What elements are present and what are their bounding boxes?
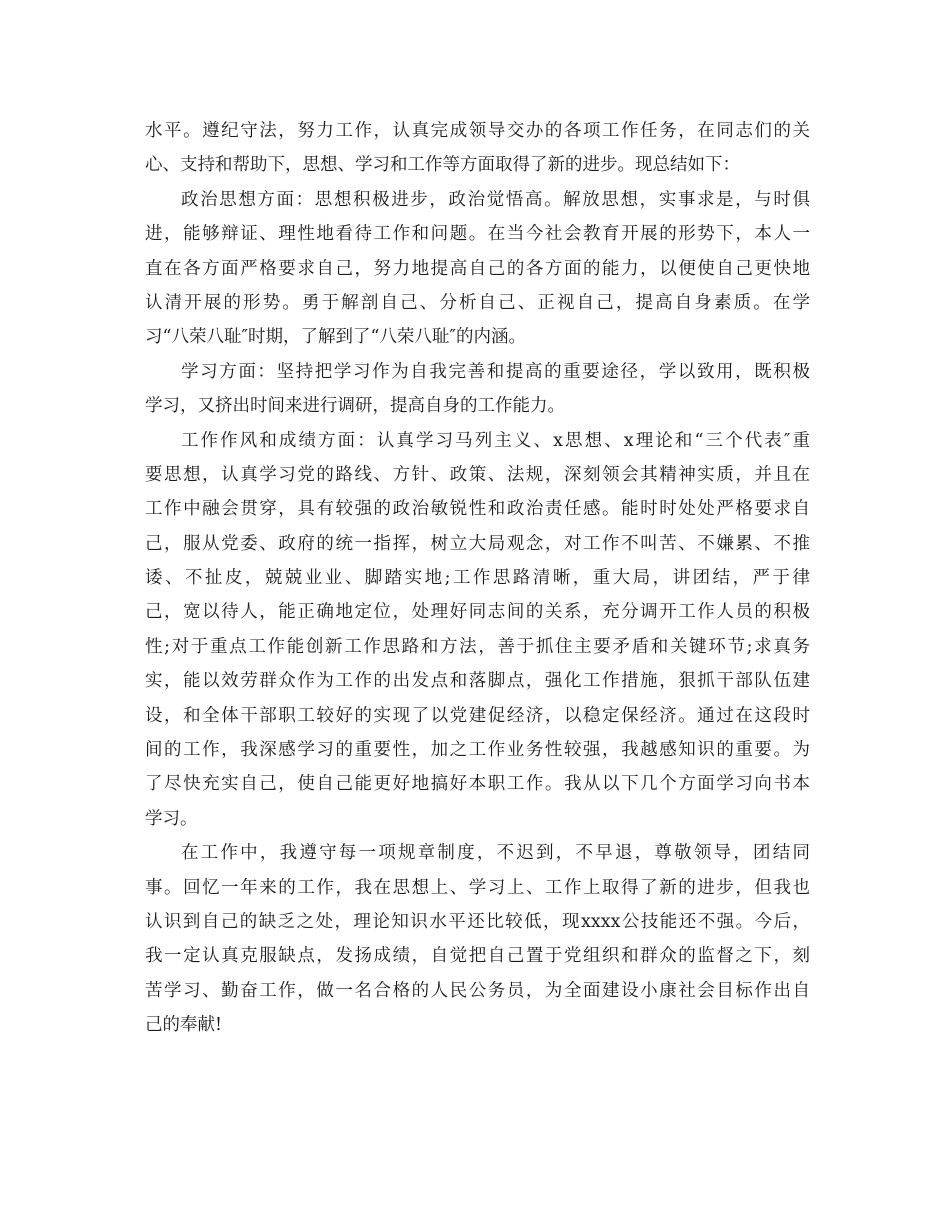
text-line: 学习方面：坚持把学习作为自我完善和提高的重要途径，学以致用，既积极: [181, 361, 810, 382]
text-line: 学习。: [145, 808, 198, 829]
text-line: 诿、不扯皮，兢兢业业、脚踏实地;工作思路清晰，重大局，讲团结，严于律: [145, 568, 810, 589]
text-line: 认清开展的形势。勇于解剖自己、分析自己、正视自己，提高自身素质。在学: [145, 292, 810, 313]
text-line: 水平。遵纪守法，努力工作，认真完成领导交办的各项工作任务，在同志们的关: [145, 121, 810, 141]
text-line: 己的奉献!: [145, 1015, 223, 1036]
text-line: 认识到自己的缺乏之处，理论知识水平还比较低，现xxxx公技能还不强。今后，: [145, 911, 810, 932]
document-body: [145, 114, 810, 1043]
text-line: 我一定认真克服缺点，发扬成绩，自觉把自己置于党组织和群众的监督之下，刻: [145, 946, 810, 967]
text-line: 苦学习、勤奋工作，做一名合格的人民公务员，为全面建设小康社会目标作出自: [145, 980, 810, 1001]
text-line: 学习，又挤出时间来进行调研，提高自身的工作能力。: [145, 396, 565, 417]
text-line: 己，宽以待人，能正确地定位，处理好同志间的关系，充分调开工作人员的积极: [145, 602, 810, 623]
text-line: 进，能够辩证、理性地看待工作和问题。在当今社会教育开展的形势下，本人一: [145, 224, 810, 245]
text-line: 事。回忆一年来的工作，我在思想上、学习上、工作上取得了新的进步，但我也: [145, 877, 810, 898]
text-line: 在工作中，我遵守每一项规章制度，不迟到，不早退，尊敬领导，团结同: [181, 843, 810, 864]
text-line: 心、支持和帮助下，思想、学习和工作等方面取得了新的进步。现总结如下：: [145, 155, 740, 176]
text-line: 要思想，认真学习党的路线、方针、政策、法规，深刻领会其精神实质，并且在: [145, 464, 810, 485]
text-line: 习“八荣八耻″时期，了解到了“八荣八耻″的内涵。: [145, 327, 526, 348]
text-line: 实，能以效劳群众作为工作的出发点和落脚点，强化工作措施，狠抓干部队伍建: [145, 671, 810, 692]
text-line: 性;对于重点工作能创新工作思路和方法，善于抓住主要矛盾和关键环节;求真务: [145, 636, 810, 657]
text-line: 直在各方面严格要求自己，努力地提高自己的各方面的能力，以便使自己更快地: [145, 258, 810, 279]
text-line: 工作中融会贯穿，具有较强的政治敏锐性和政治责任感。能时时处处严格要求自: [145, 499, 810, 520]
text-line: 设，和全体干部职工较好的实现了以党建促经济，以稳定保经济。通过在这段时: [145, 705, 810, 726]
text-line: 工作作风和成绩方面：认真学习马列主义、x思想、x理论和“三个代表″重: [181, 430, 810, 451]
text-line: 间的工作，我深感学习的重要性，加之工作业务性较强，我越感知识的重要。为: [145, 740, 810, 761]
text-line: 了尽快充实自己，使自己能更好地搞好本职工作。我从以下几个方面学习向书本: [145, 774, 810, 795]
text-line: 政治思想方面：思想积极进步，政治觉悟高。解放思想，实事求是，与时俱: [181, 189, 810, 210]
text-line: 己，服从党委、政府的统一指挥，树立大局观念，对工作不叫苦、不嫌累、不推: [145, 533, 810, 554]
